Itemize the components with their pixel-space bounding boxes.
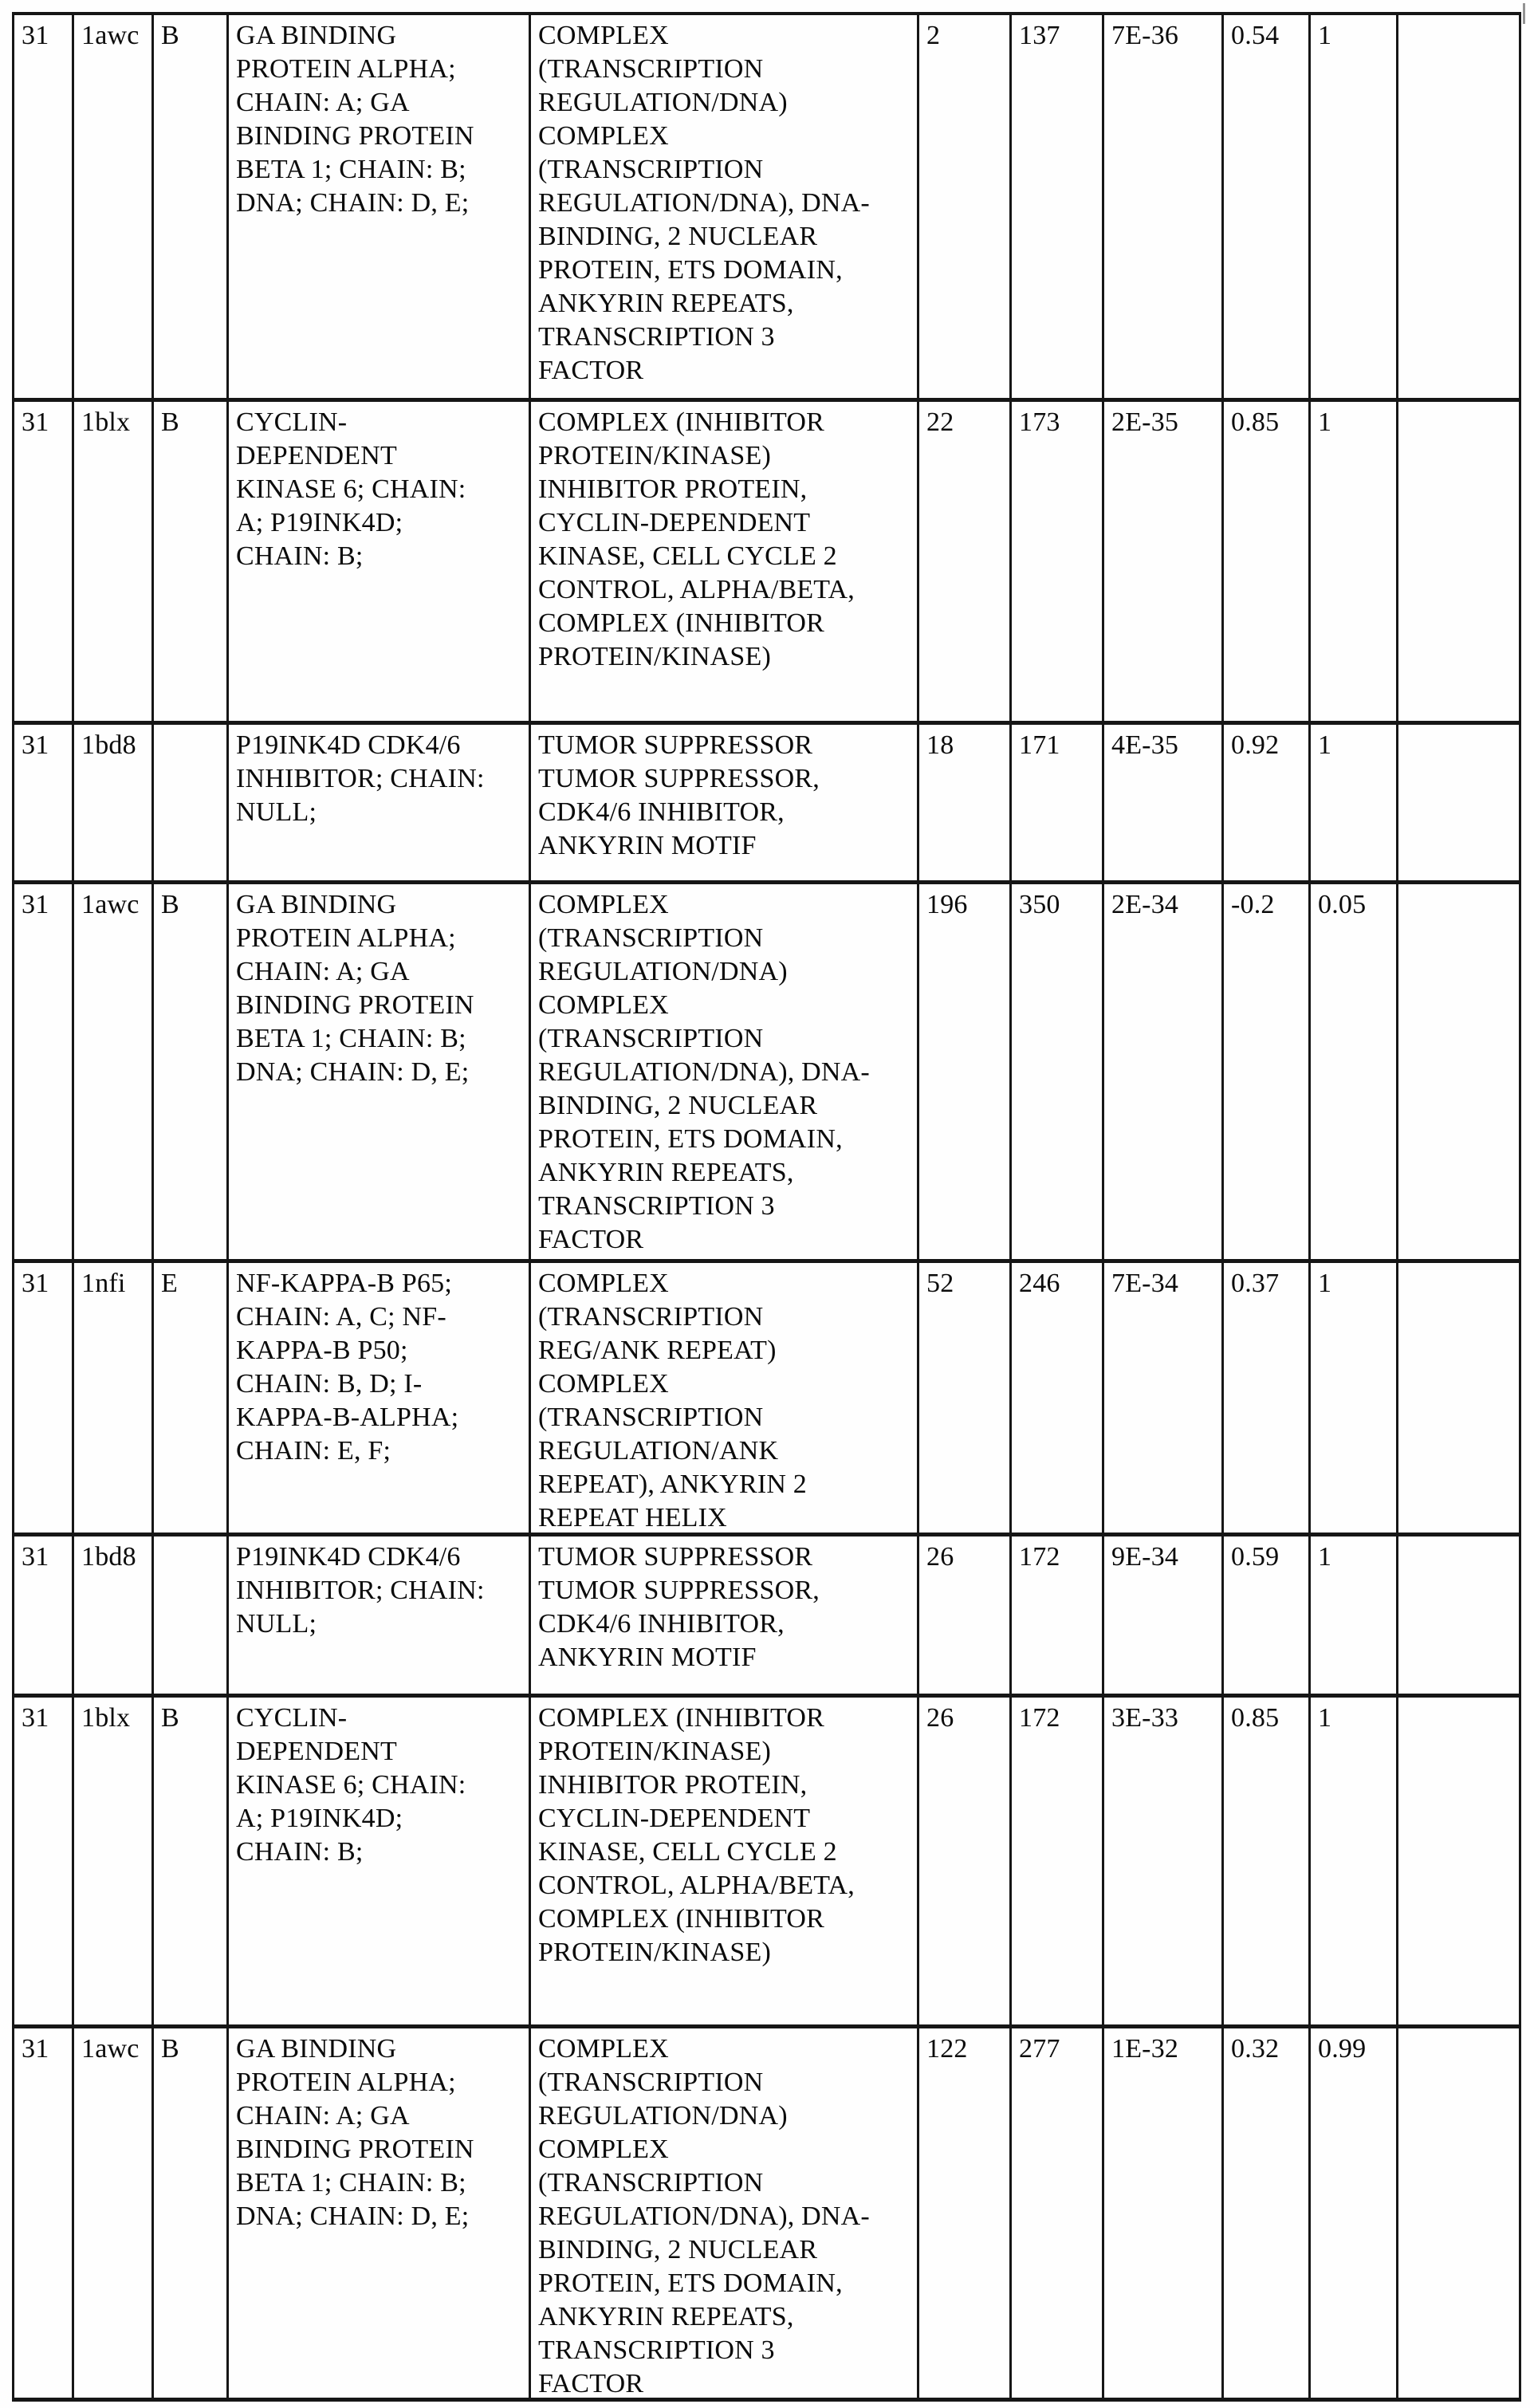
cell-molecule-description: CYCLIN- DEPENDENT KINASE 6; CHAIN: A; P19INK4D; CHAIN: B; [229, 1698, 531, 2028]
cell-pdb-code: 1awc [74, 884, 154, 1263]
cell-chain: B [154, 15, 229, 402]
cell-value-1: 26 [919, 1698, 1012, 2028]
cell-value-4: 0.54 [1224, 15, 1311, 402]
cell-empty [1398, 1263, 1521, 1536]
cell-value-2: 246 [1012, 1263, 1104, 1536]
cell-classification: TUMOR SUPPRESSOR TUMOR SUPPRESSOR, CDK4/6 INHIBITOR, ANKYRIN MOTIF [531, 1536, 919, 1698]
cell-value-2: 172 [1012, 1536, 1104, 1698]
cell-chain: B [154, 884, 229, 1263]
cell-classification: COMPLEX (INHIBITOR PROTEIN/KINASE) INHIBITOR PROTEIN, CYCLIN-DEPENDENT KINASE, CELL CYCLE 2 CONTROL, ALPHA/BETA, COMPLEX (INHIBITOR PROTEIN/KINASE) [531, 1698, 919, 2028]
cell-value-2: 350 [1012, 884, 1104, 1263]
cell-index: 31 [14, 15, 74, 402]
cell-chain: E [154, 1263, 229, 1536]
cell-molecule-description: NF-KAPPA-B P65; CHAIN: A, C; NF- KAPPA-B P50; CHAIN: B, D; I- KAPPA-B-ALPHA; CHAIN: E, F; [229, 1263, 531, 1536]
cell-index: 31 [14, 2028, 74, 2402]
cell-chain: B [154, 2028, 229, 2402]
cell-value-4: -0.2 [1224, 884, 1311, 1263]
cell-empty [1398, 884, 1521, 1263]
cell-pdb-code: 1awc [74, 2028, 154, 2402]
cell-chain [154, 1536, 229, 1698]
cell-empty [1398, 1698, 1521, 2028]
cell-value-4: 0.92 [1224, 725, 1311, 884]
cell-value-5: 1 [1311, 15, 1398, 402]
cell-molecule-description: GA BINDING PROTEIN ALPHA; CHAIN: A; GA BINDING PROTEIN BETA 1; CHAIN: B; DNA; CHAIN: D, E; [229, 2028, 531, 2402]
cell-classification: COMPLEX (INHIBITOR PROTEIN/KINASE) INHIBITOR PROTEIN, CYCLIN-DEPENDENT KINASE, CELL CYCLE 2 CONTROL, ALPHA/BETA, COMPLEX (INHIBITOR PROTEIN/KINASE) [531, 402, 919, 725]
cell-empty [1398, 15, 1521, 402]
cell-pdb-code: 1nfi [74, 1263, 154, 1536]
cell-index: 31 [14, 884, 74, 1263]
cell-pdb-code: 1blx [74, 402, 154, 725]
cell-empty [1398, 1536, 1521, 1698]
cell-index: 31 [14, 1263, 74, 1536]
cell-value-1: 2 [919, 15, 1012, 402]
cell-value-5: 1 [1311, 1536, 1398, 1698]
cell-value-2: 173 [1012, 402, 1104, 725]
cell-value-2: 137 [1012, 15, 1104, 402]
results-table [12, 12, 1521, 2402]
cell-value-1: 196 [919, 884, 1012, 1263]
cell-molecule-description: GA BINDING PROTEIN ALPHA; CHAIN: A; GA BINDING PROTEIN BETA 1; CHAIN: B; DNA; CHAIN: D, E; [229, 884, 531, 1263]
cell-molecule-description: CYCLIN- DEPENDENT KINASE 6; CHAIN: A; P19INK4D; CHAIN: B; [229, 402, 531, 725]
cell-evalue: 1E-32 [1104, 2028, 1224, 2402]
cell-classification: COMPLEX (TRANSCRIPTION REG/ANK REPEAT) COMPLEX (TRANSCRIPTION REGULATION/ANK REPEAT), ANKYRIN 2 REPEAT HELIX [531, 1263, 919, 1536]
cell-evalue: 7E-34 [1104, 1263, 1224, 1536]
cell-evalue: 7E-36 [1104, 15, 1224, 402]
cell-pdb-code: 1bd8 [74, 1536, 154, 1698]
cell-molecule-description: P19INK4D CDK4/6 INHIBITOR; CHAIN: NULL; [229, 1536, 531, 1698]
cell-value-1: 122 [919, 2028, 1012, 2402]
cell-classification: TUMOR SUPPRESSOR TUMOR SUPPRESSOR, CDK4/6 INHIBITOR, ANKYRIN MOTIF [531, 725, 919, 884]
cell-pdb-code: 1awc [74, 15, 154, 402]
cell-index: 31 [14, 402, 74, 725]
cell-value-1: 26 [919, 1536, 1012, 1698]
cell-value-1: 52 [919, 1263, 1012, 1536]
cell-value-1: 18 [919, 725, 1012, 884]
cell-value-5: 0.99 [1311, 2028, 1398, 2402]
cell-empty [1398, 2028, 1521, 2402]
cell-molecule-description: P19INK4D CDK4/6 INHIBITOR; CHAIN: NULL; [229, 725, 531, 884]
cell-evalue: 2E-34 [1104, 884, 1224, 1263]
cell-value-1: 22 [919, 402, 1012, 725]
cell-value-5: 1 [1311, 402, 1398, 725]
cell-empty [1398, 402, 1521, 725]
cell-classification: COMPLEX (TRANSCRIPTION REGULATION/DNA) COMPLEX (TRANSCRIPTION REGULATION/DNA), DNA- BINDING, 2 NUCLEAR PROTEIN, ETS DOMAIN, ANKYRIN REPEATS, TRANSCRIPTION 3 FACTOR [531, 15, 919, 402]
cell-value-4: 0.85 [1224, 402, 1311, 725]
cell-evalue: 4E-35 [1104, 725, 1224, 884]
cell-value-5: 1 [1311, 725, 1398, 884]
cell-pdb-code: 1bd8 [74, 725, 154, 884]
cell-evalue: 3E-33 [1104, 1698, 1224, 2028]
cell-index: 31 [14, 1698, 74, 2028]
cell-value-4: 0.32 [1224, 2028, 1311, 2402]
cell-chain: B [154, 402, 229, 725]
cell-value-2: 277 [1012, 2028, 1104, 2402]
cell-value-5: 1 [1311, 1263, 1398, 1536]
cell-evalue: 2E-35 [1104, 402, 1224, 725]
cell-index: 31 [14, 725, 74, 884]
cell-chain: B [154, 1698, 229, 2028]
scan-edge-artifact [1523, 3, 1525, 24]
cell-classification: COMPLEX (TRANSCRIPTION REGULATION/DNA) COMPLEX (TRANSCRIPTION REGULATION/DNA), DNA- BINDING, 2 NUCLEAR PROTEIN, ETS DOMAIN, ANKYRIN REPEATS, TRANSCRIPTION 3 FACTOR [531, 2028, 919, 2402]
cell-value-4: 0.59 [1224, 1536, 1311, 1698]
cell-value-2: 172 [1012, 1698, 1104, 2028]
cell-value-2: 171 [1012, 725, 1104, 884]
cell-value-5: 0.05 [1311, 884, 1398, 1263]
cell-value-4: 0.37 [1224, 1263, 1311, 1536]
cell-value-4: 0.85 [1224, 1698, 1311, 2028]
cell-index: 31 [14, 1536, 74, 1698]
cell-classification: COMPLEX (TRANSCRIPTION REGULATION/DNA) COMPLEX (TRANSCRIPTION REGULATION/DNA), DNA- BINDING, 2 NUCLEAR PROTEIN, ETS DOMAIN, ANKYRIN REPEATS, TRANSCRIPTION 3 FACTOR [531, 884, 919, 1263]
cell-molecule-description: GA BINDING PROTEIN ALPHA; CHAIN: A; GA BINDING PROTEIN BETA 1; CHAIN: B; DNA; CHAIN: D, E; [229, 15, 531, 402]
cell-value-5: 1 [1311, 1698, 1398, 2028]
cell-pdb-code: 1blx [74, 1698, 154, 2028]
cell-chain [154, 725, 229, 884]
cell-evalue: 9E-34 [1104, 1536, 1224, 1698]
cell-empty [1398, 725, 1521, 884]
